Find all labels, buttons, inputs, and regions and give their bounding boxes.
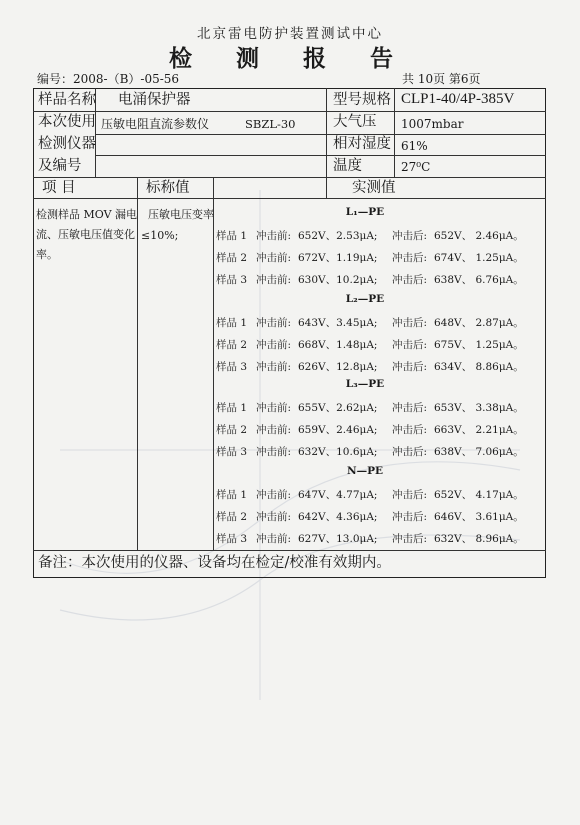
after-label: 冲击后: <box>392 533 428 545</box>
after-label: 冲击后: <box>392 446 428 458</box>
sample-label: 样品 2 <box>216 511 248 523</box>
sample-label: 样品 1 <box>216 317 248 329</box>
measurement-row <box>186 315 526 329</box>
footnote: 备注：本次使用的仪器、设备均在检定/校准有效期内。 <box>38 555 391 571</box>
after-value: 652V、 2.46μA。 <box>434 230 524 242</box>
section-header: L₃—PE <box>345 378 385 390</box>
after-label: 冲击后: <box>392 274 428 286</box>
instrument-label-line-1: 本次使用 <box>38 114 96 130</box>
measurement-row <box>186 272 526 286</box>
after-value: 646V、 3.61μA。 <box>434 511 524 523</box>
before-label: 冲击前: <box>256 424 292 436</box>
page-info: 共 10页 第6页 <box>402 72 481 86</box>
temperature-label: 温度 <box>333 158 362 174</box>
after-label: 冲击后: <box>392 402 428 414</box>
sample-label: 样品 3 <box>216 361 248 373</box>
before-value: 632V、10.6μA; <box>298 446 378 458</box>
before-value: 627V、13.0μA; <box>298 533 378 545</box>
document-number: 编号：2008-（B）-05-56 <box>37 72 180 86</box>
sample-name-value: 电涌保护器 <box>118 92 191 108</box>
section-header: N—PE <box>347 465 383 477</box>
sample-name-label: 样品名称 <box>38 92 96 108</box>
column-header-measured: 实测值 <box>352 180 396 196</box>
sample-label: 样品 1 <box>216 230 248 242</box>
sample-label: 样品 2 <box>216 252 248 264</box>
measurement-row <box>186 422 526 436</box>
column-header-standard: 标称值 <box>146 180 190 196</box>
before-label: 冲击前: <box>256 533 292 545</box>
after-label: 冲击后: <box>392 361 428 373</box>
section-header: L₂—PE <box>345 293 385 305</box>
section-header: L₁—PE <box>345 206 385 218</box>
before-label: 冲击前: <box>256 252 292 264</box>
after-value: 653V、 3.38μA。 <box>434 402 524 414</box>
before-value: 655V、2.62μA; <box>298 402 378 414</box>
before-value: 647V、4.77μA; <box>298 489 378 501</box>
instrument-code: SBZL-30 <box>245 117 296 131</box>
before-label: 冲击前: <box>256 511 292 523</box>
after-value: 648V、 2.87μA。 <box>434 317 524 329</box>
before-value: 642V、4.36μA; <box>298 511 378 523</box>
measurement-row <box>186 400 526 414</box>
before-label: 冲击前: <box>256 361 292 373</box>
sample-label: 样品 3 <box>216 533 248 545</box>
model-value: CLP1-40/4P-385V <box>401 91 515 107</box>
item-description-line-1: 检测样品 MOV 漏电 <box>36 208 138 221</box>
instrument-name: 压敏电阻直流参数仪 <box>101 117 210 131</box>
sample-label: 样品 2 <box>216 424 248 436</box>
measurement-row <box>186 359 526 373</box>
before-value: 672V、1.19μA; <box>298 252 378 264</box>
report-table-frame <box>33 88 546 578</box>
after-value: 663V、 2.21μA。 <box>434 424 524 436</box>
after-label: 冲击后: <box>392 489 428 501</box>
after-label: 冲击后: <box>392 252 428 264</box>
after-value: 638V、 7.06μA。 <box>434 446 524 458</box>
after-value: 674V、 1.25μA。 <box>434 252 524 264</box>
sample-label: 样品 2 <box>216 339 248 351</box>
after-label: 冲击后: <box>392 339 428 351</box>
measurement-row <box>186 531 526 545</box>
after-label: 冲击后: <box>392 511 428 523</box>
sample-label: 样品 1 <box>216 489 248 501</box>
after-label: 冲击后: <box>392 317 428 329</box>
instrument-label-line-3: 及编号 <box>38 158 82 174</box>
humidity-label: 相对湿度 <box>333 136 391 152</box>
before-value: 643V、3.45μA; <box>298 317 378 329</box>
pressure-value: 1007mbar <box>401 117 464 131</box>
before-value: 626V、12.8μA; <box>298 361 378 373</box>
report-title: 检 测 报 告 <box>168 45 412 72</box>
standard-text-line-2: ≤10%; <box>141 229 179 242</box>
org-name: 北京雷电防护装置测试中心 <box>197 26 383 42</box>
after-label: 冲击后: <box>392 230 428 242</box>
before-label: 冲击前: <box>256 274 292 286</box>
measurement-row <box>186 444 526 458</box>
humidity-value: 61% <box>401 139 428 153</box>
measurement-row <box>186 250 526 264</box>
after-value: 675V、 1.25μA。 <box>434 339 524 351</box>
measurement-row <box>186 337 526 351</box>
before-value: 652V、2.53μA; <box>298 230 378 242</box>
sample-label: 样品 3 <box>216 446 248 458</box>
after-value: 632V、 8.96μA。 <box>434 533 524 545</box>
model-label: 型号规格 <box>333 92 391 108</box>
item-description-line-2: 流、压敏电压值变化 <box>36 228 135 241</box>
measurement-row <box>186 509 526 523</box>
column-header-item: 项 目 <box>42 180 76 196</box>
after-value: 652V、 4.17μA。 <box>434 489 524 501</box>
after-value: 634V、 8.86μA。 <box>434 361 524 373</box>
temperature-value: 27⁰C <box>401 160 431 174</box>
before-value: 668V、1.48μA; <box>298 339 378 351</box>
item-description-line-3: 率。 <box>36 248 58 261</box>
before-value: 659V、2.46μA; <box>298 424 378 436</box>
after-value: 638V、 6.76μA。 <box>434 274 524 286</box>
after-label: 冲击后: <box>392 424 428 436</box>
measurement-row <box>186 487 526 501</box>
before-value: 630V、10.2μA; <box>298 274 378 286</box>
pressure-label: 大气压 <box>333 114 377 130</box>
sample-label: 样品 3 <box>216 274 248 286</box>
before-label: 冲击前: <box>256 230 292 242</box>
measurement-row <box>186 228 526 242</box>
before-label: 冲击前: <box>256 446 292 458</box>
before-label: 冲击前: <box>256 317 292 329</box>
before-label: 冲击前: <box>256 339 292 351</box>
before-label: 冲击前: <box>256 402 292 414</box>
standard-text-line-1: 压敏电压变率 <box>148 208 214 221</box>
before-label: 冲击前: <box>256 489 292 501</box>
sample-label: 样品 1 <box>216 402 248 414</box>
instrument-label-line-2: 检测仪器 <box>38 136 96 152</box>
